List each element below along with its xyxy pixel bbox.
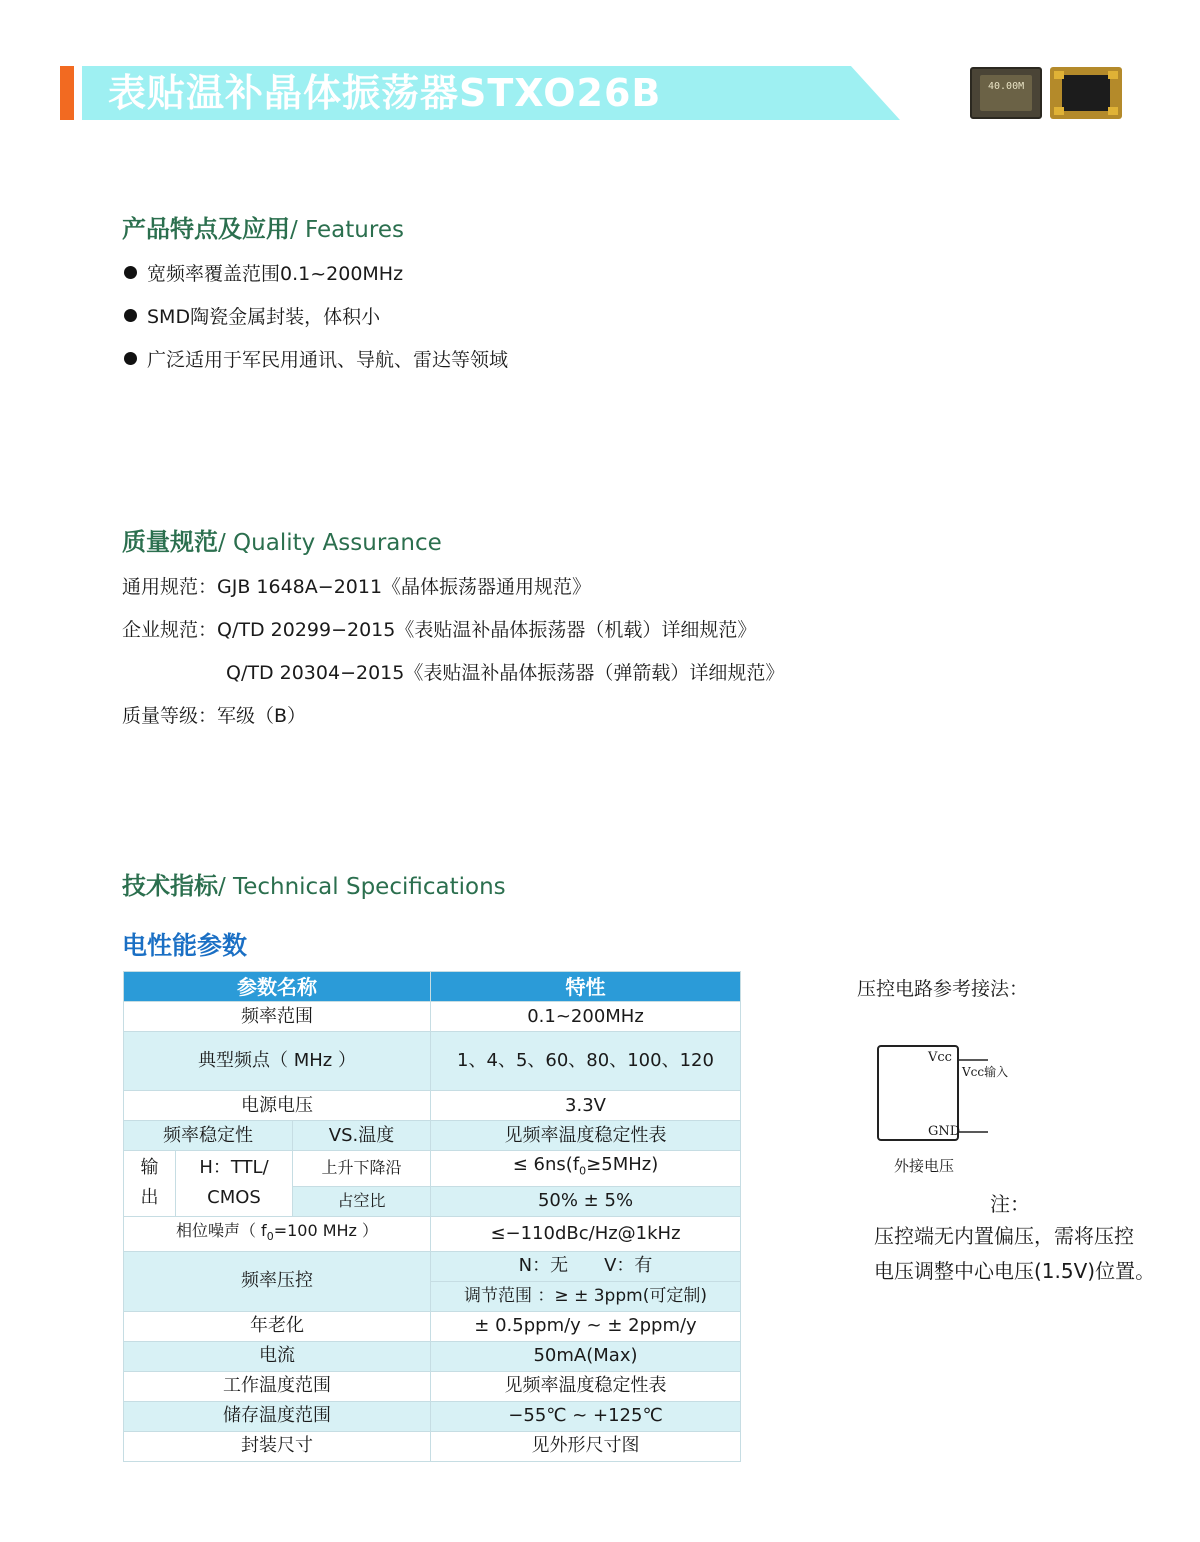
note-line: 电压调整中心电压(1.5V)位置。 [874, 1259, 1156, 1283]
page-title: 表贴温补晶体振荡器STXO26B [108, 71, 662, 115]
output-label-cell [124, 1151, 176, 1217]
quality-heading: 质量规范/ Quality Assurance [122, 528, 442, 556]
header-param: 参数名称 [124, 972, 431, 1002]
table-row [124, 1371, 741, 1401]
table-cell: ≤ $6ns(f_0\ge 5MHz)$ [431, 1151, 741, 1187]
note-line: 压控端无内置偏压，需将压控 [874, 1224, 1134, 1248]
table-row [124, 1401, 741, 1431]
table-row [124, 1091, 741, 1121]
table-row [124, 1151, 741, 1187]
electrical-params-title: 电性能参数 [122, 931, 248, 960]
feature-item: 宽频率覆盖范围0.1~200MHz [124, 259, 403, 286]
table-cell: 50mA(Max) [431, 1341, 741, 1371]
table-row [124, 1216, 741, 1251]
header-value: 特性 [431, 972, 741, 1002]
table-cell: 50% ± 5% [431, 1186, 741, 1216]
output-type: H：TTL/ [199, 1157, 269, 1179]
tech-heading: 技术指标/ Technical Specifications [122, 872, 506, 900]
table-cell: 电源电压 [124, 1091, 431, 1121]
table-cell: 见频率温度稳定性表 [431, 1371, 741, 1401]
output-label: 输 [140, 1157, 159, 1179]
table-cell: ≤−110dBc/Hz@1kHz [431, 1216, 741, 1251]
gnd-pin-label: GND [928, 1124, 961, 1139]
table-cell: 3.3V [431, 1091, 741, 1121]
table-cell: VS.温度 [293, 1121, 431, 1151]
chip-body [1062, 75, 1110, 111]
table-row [124, 1311, 741, 1341]
table-cell: N：无 V：有 [431, 1251, 741, 1281]
table-row [124, 1002, 741, 1032]
bullet-icon [124, 266, 137, 279]
chip-pad [1054, 71, 1064, 79]
table-row [124, 1121, 741, 1151]
vcc-pin-label: Vcc [928, 1050, 952, 1065]
table-header-row [124, 972, 741, 1002]
enterprise-spec: 企业规范：Q/TD 20299−2015《表贴温补晶体振荡器（机载）详细规范》 [122, 619, 757, 641]
table-cell: 占空比 [293, 1186, 431, 1216]
table-cell: 见频率温度稳定性表 [431, 1121, 741, 1151]
table-cell: ± 0.5ppm/y ~ ± 2ppm/y [431, 1311, 741, 1341]
product-photo-bottom [1050, 67, 1122, 119]
feature-item: 广泛适用于军民用通讯、导航、雷达等领域 [124, 345, 508, 372]
table-cell: 典型频点（ MHz ） [124, 1032, 431, 1091]
table-row [124, 1341, 741, 1371]
vcc-input-label: Vcc输入 [962, 1065, 1009, 1079]
output-label: 出 [140, 1187, 159, 1209]
table-cell: 年老化 [124, 1311, 431, 1341]
features-heading: 产品特点及应用/ Features [122, 215, 404, 243]
bullet-icon [124, 309, 137, 322]
output-type-cell [176, 1151, 293, 1217]
table-cell: 频率稳定性 [124, 1121, 293, 1151]
table-cell: 电流 [124, 1341, 431, 1371]
table-cell: 工作温度范围 [124, 1371, 431, 1401]
chip-pad [1108, 71, 1118, 79]
feature-item: SMD陶瓷金属封装，体积小 [124, 302, 380, 329]
table-cell: 见外形尺寸图 [431, 1431, 741, 1461]
bullet-icon [124, 352, 137, 365]
table-cell: 相位噪声（ $f_0=100$ MHz ） [124, 1216, 431, 1251]
general-spec: 通用规范：GJB 1648A−2011《晶体振荡器通用规范》 [122, 576, 592, 598]
table-cell: −55℃ ~ +125℃ [431, 1401, 741, 1431]
table-cell: 调节范围 ：≥ ± 3ppm(可定制) [431, 1281, 741, 1311]
note-title: 注： [990, 1192, 1030, 1216]
title-accent-bar [60, 66, 74, 120]
table-cell: 储存温度范围 [124, 1401, 431, 1431]
spec-table [123, 971, 741, 1462]
quality-grade: 质量等级：军级（B） [122, 705, 307, 727]
table-row [124, 1032, 741, 1091]
table-cell: 上升下降沿 [293, 1151, 431, 1187]
external-voltage-label: 外接电压 [894, 1157, 955, 1175]
table-cell: 0.1~200MHz [431, 1002, 741, 1032]
table-cell: 1、4、5、60、80、100、120 [431, 1032, 741, 1091]
enterprise-spec-2: Q/TD 20304−2015《表贴温补晶体振荡器（弹箭载）详细规范》 [226, 662, 785, 684]
circuit-title: 压控电路参考接法： [857, 978, 1029, 1000]
table-cell: 封装尺寸 [124, 1431, 431, 1461]
title-banner [60, 66, 900, 120]
chip-pad [1054, 107, 1064, 115]
table-row [124, 1251, 741, 1281]
chip-pad [1108, 107, 1118, 115]
table-cell: 频率压控 [124, 1251, 431, 1311]
table-row [124, 1431, 741, 1461]
chip-marking: 40.00M [988, 81, 1025, 92]
product-photo-top [970, 67, 1042, 119]
output-type: CMOS [207, 1187, 261, 1209]
table-cell: 频率范围 [124, 1002, 431, 1032]
